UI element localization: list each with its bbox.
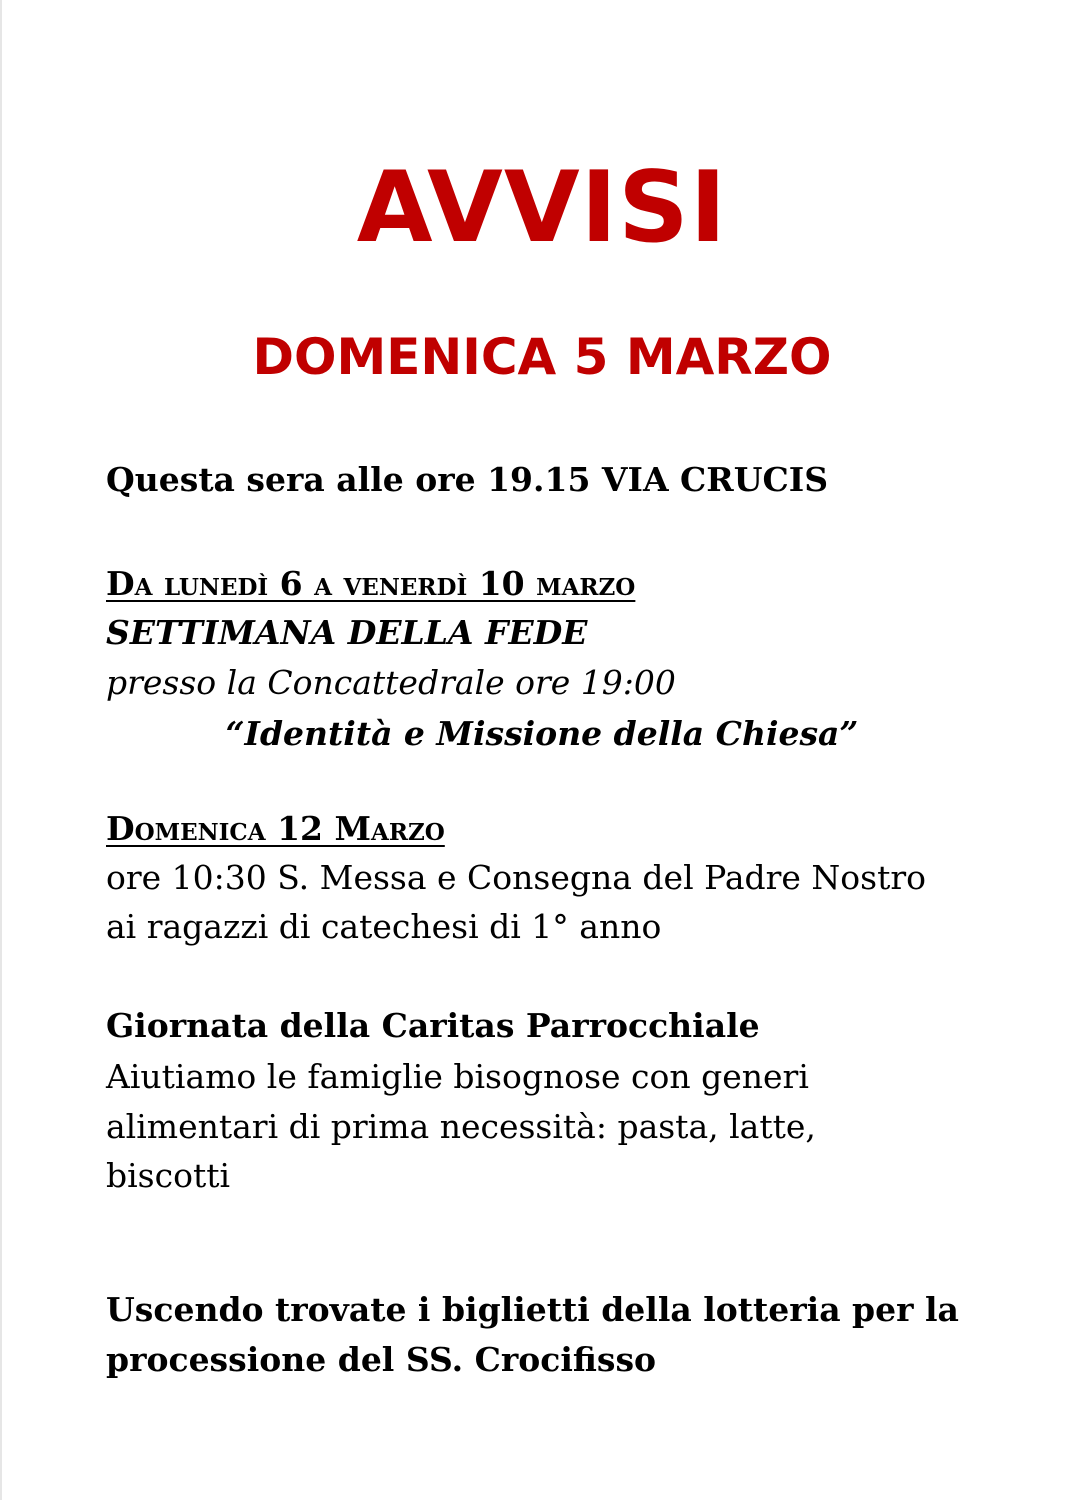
caritas-heading: Giornata della Caritas Parrocchiale [106,1006,760,1045]
week-heading: Da lunedì 6 a venerdì 10 marzo [106,564,636,603]
week-name: SETTIMANA DELLA FEDE [106,613,588,652]
sunday12-line1: ore 10:30 S. Messa e Consegna del Padre Nostro [106,858,927,897]
page-title: AVVISI [356,151,728,265]
via-crucis-notice: Questa sera alle ore 19.15 VIA CRUCIS [106,460,829,499]
caritas-line1: Aiutiamo le famiglie bisognose con generi [106,1057,809,1096]
caritas-line2: alimentari di prima necessità: pasta, latte, [106,1107,816,1146]
sunday12-heading: Domenica 12 Marzo [106,809,445,848]
week-theme: “Identità e Missione della Chiesa” [225,714,859,753]
caritas-line3: biscotti [106,1156,231,1195]
sunday12-line2: ai ragazzi di catechesi di 1° anno [106,907,662,946]
page-subtitle-date: DOMENICA 5 MARZO [252,328,832,386]
lottery-line2: processione del SS. Crocifisso [106,1340,657,1379]
week-place: presso la Concattedrale ore 19:00 [106,663,676,702]
lottery-line1: Uscendo trovate i biglietti della lotteria per la [106,1290,959,1329]
